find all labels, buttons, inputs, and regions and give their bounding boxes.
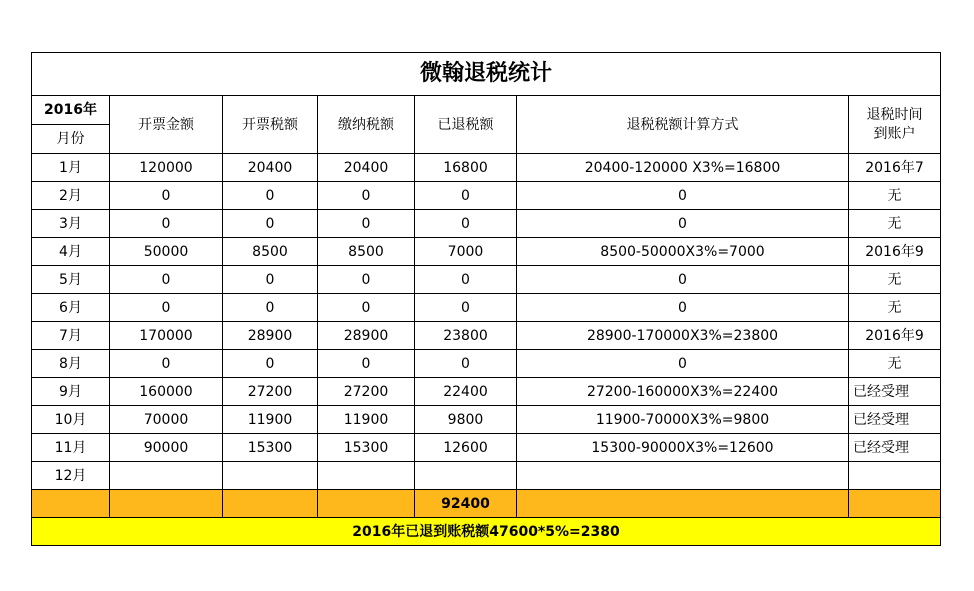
cell-paid-tax: 0 (318, 266, 415, 294)
total-cell-paid-tax (318, 490, 415, 518)
cell-calc: 15300-90000X3%=12600 (517, 434, 849, 462)
cell-refunded-tax: 0 (415, 210, 517, 238)
header-invoice-tax: 开票税额 (223, 96, 318, 154)
cell-refunded-tax: 9800 (415, 406, 517, 434)
header-month: 月份 (32, 125, 110, 154)
header-invoice-amount: 开票金额 (110, 96, 223, 154)
cell-time: 无 (849, 350, 941, 378)
cell-refunded-tax: 16800 (415, 154, 517, 182)
header-refund-time-line2: 到账户 (873, 125, 916, 142)
table-row (32, 294, 941, 322)
cell-invoice-tax: 0 (223, 350, 318, 378)
cell-refunded-tax: 12600 (415, 434, 517, 462)
cell-invoice-tax: 11900 (223, 406, 318, 434)
total-cell-calc (517, 490, 849, 518)
table-row (32, 378, 941, 406)
cell-paid-tax: 11900 (318, 406, 415, 434)
summary-row (32, 518, 941, 546)
cell-refunded-tax (415, 462, 517, 490)
cell-time: 无 (849, 182, 941, 210)
data-rows (32, 154, 941, 490)
cell-invoice-amount (110, 462, 223, 490)
cell-paid-tax: 0 (318, 350, 415, 378)
table-row (32, 238, 941, 266)
cell-month: 10月 (32, 406, 110, 434)
table-row (32, 462, 941, 490)
cell-calc: 8500-50000X3%=7000 (517, 238, 849, 266)
cell-time: 2016年9 (849, 322, 941, 350)
cell-refunded-tax: 0 (415, 294, 517, 322)
cell-paid-tax: 8500 (318, 238, 415, 266)
cell-calc: 0 (517, 350, 849, 378)
cell-invoice-amount: 0 (110, 210, 223, 238)
header-paid-tax: 缴纳税额 (318, 96, 415, 154)
header-refund-time (849, 96, 941, 154)
header-refund-time-line1: 退税时间 (866, 106, 923, 123)
cell-refunded-tax: 23800 (415, 322, 517, 350)
cell-month: 8月 (32, 350, 110, 378)
table-row (32, 266, 941, 294)
cell-month: 1月 (32, 154, 110, 182)
cell-time: 2016年9 (849, 238, 941, 266)
cell-refunded-tax: 22400 (415, 378, 517, 406)
cell-invoice-tax: 0 (223, 294, 318, 322)
cell-time: 无 (849, 266, 941, 294)
cell-calc: 20400-120000 X3%=16800 (517, 154, 849, 182)
tax-refund-table (31, 52, 941, 546)
cell-paid-tax: 15300 (318, 434, 415, 462)
cell-invoice-amount: 0 (110, 266, 223, 294)
cell-calc: 0 (517, 210, 849, 238)
cell-month: 3月 (32, 210, 110, 238)
cell-calc: 11900-70000X3%=9800 (517, 406, 849, 434)
total-cell-time (849, 490, 941, 518)
cell-invoice-tax: 20400 (223, 154, 318, 182)
header-refunded-tax: 已退税额 (415, 96, 517, 154)
cell-refunded-tax: 7000 (415, 238, 517, 266)
cell-month: 6月 (32, 294, 110, 322)
cell-invoice-tax: 28900 (223, 322, 318, 350)
cell-invoice-tax: 27200 (223, 378, 318, 406)
cell-refunded-tax: 0 (415, 350, 517, 378)
table-row (32, 322, 941, 350)
total-cell-invoice-tax (223, 490, 318, 518)
cell-time: 无 (849, 294, 941, 322)
cell-calc: 28900-170000X3%=23800 (517, 322, 849, 350)
cell-calc (517, 462, 849, 490)
table-row (32, 154, 941, 182)
cell-time: 2016年7 (849, 154, 941, 182)
cell-month: 12月 (32, 462, 110, 490)
cell-month: 2月 (32, 182, 110, 210)
cell-invoice-tax: 0 (223, 210, 318, 238)
table-row (32, 406, 941, 434)
cell-invoice-tax (223, 462, 318, 490)
cell-invoice-tax: 0 (223, 266, 318, 294)
cell-time (849, 462, 941, 490)
cell-calc: 0 (517, 294, 849, 322)
cell-invoice-tax: 15300 (223, 434, 318, 462)
cell-paid-tax: 0 (318, 210, 415, 238)
table-row (32, 350, 941, 378)
table-row (32, 182, 941, 210)
cell-calc: 27200-160000X3%=22400 (517, 378, 849, 406)
header-year: 2016年 (32, 96, 110, 125)
summary-text: 2016年已退到账税额47600*5%=2380 (32, 518, 941, 546)
cell-invoice-amount: 90000 (110, 434, 223, 462)
cell-invoice-amount: 0 (110, 350, 223, 378)
cell-invoice-amount: 160000 (110, 378, 223, 406)
cell-refunded-tax: 0 (415, 182, 517, 210)
header-calc-method: 退税税额计算方式 (517, 96, 849, 154)
cell-invoice-tax: 8500 (223, 238, 318, 266)
total-cell-month (32, 490, 110, 518)
cell-time: 无 (849, 210, 941, 238)
total-refunded-tax: 92400 (415, 490, 517, 518)
cell-paid-tax (318, 462, 415, 490)
cell-paid-tax: 0 (318, 294, 415, 322)
cell-paid-tax: 27200 (318, 378, 415, 406)
cell-paid-tax: 20400 (318, 154, 415, 182)
cell-invoice-amount: 0 (110, 182, 223, 210)
total-cell-invoice-amount (110, 490, 223, 518)
cell-invoice-amount: 170000 (110, 322, 223, 350)
sheet-title: 微翰退税统计 (32, 53, 941, 96)
cell-paid-tax: 28900 (318, 322, 415, 350)
cell-time: 已经受理 (849, 434, 941, 462)
cell-calc: 0 (517, 182, 849, 210)
cell-invoice-tax: 0 (223, 182, 318, 210)
cell-time: 已经受理 (849, 406, 941, 434)
cell-month: 11月 (32, 434, 110, 462)
cell-invoice-amount: 0 (110, 294, 223, 322)
cell-month: 5月 (32, 266, 110, 294)
cell-paid-tax: 0 (318, 182, 415, 210)
cell-invoice-amount: 50000 (110, 238, 223, 266)
cell-refunded-tax: 0 (415, 266, 517, 294)
cell-month: 4月 (32, 238, 110, 266)
cell-month: 7月 (32, 322, 110, 350)
cell-month: 9月 (32, 378, 110, 406)
table-row (32, 434, 941, 462)
table-row (32, 210, 941, 238)
cell-invoice-amount: 70000 (110, 406, 223, 434)
cell-calc: 0 (517, 266, 849, 294)
cell-invoice-amount: 120000 (110, 154, 223, 182)
total-row (32, 490, 941, 518)
cell-time: 已经受理 (849, 378, 941, 406)
